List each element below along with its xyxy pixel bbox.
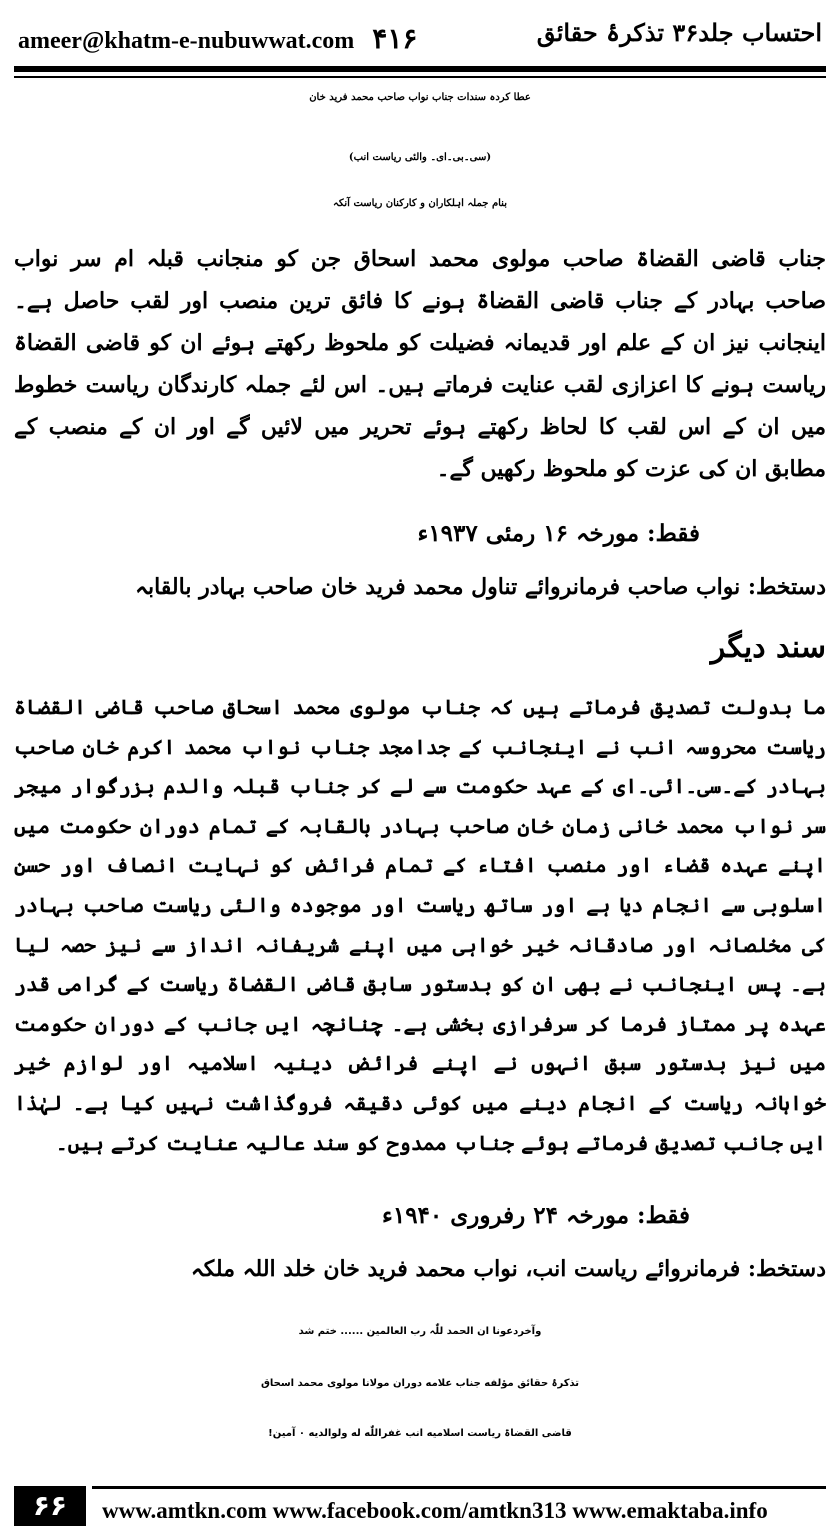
certificate-1-date: فقط: مورخہ ۱۶ رمئی ۱۹۳۷ء bbox=[417, 520, 700, 547]
header-rule bbox=[14, 66, 826, 72]
certificate-1-signature: دستخط: نواب صاحب فرمانروائے تناول محمد فرید خان صاحب بہادر بالقابہ bbox=[135, 574, 826, 600]
running-header-left bbox=[18, 22, 417, 56]
footer-rule bbox=[92, 1486, 826, 1489]
certificate-2-body: ما بدولت تصدیق فرماتے ہیں کہ جناب مولوی محمد اسحاق صاحب قاضی القضاۃ ریاست محروسہ انب نے اینجانب کے جدامجد جناب نواب محمد اکرم خان صاحب بہادر کے۔سی۔ائی۔ای کے عہد حکومت سے لے کر جناب قبلہ والدم بزرگوار میجر سر نواب محمد خانی زمان خان صاحب بہادر بالقابہ کے تمام دوران حکومت میں اپنے عہدہ قضاء اور منصب افتاء کے تمام فرائض کو نہایت انصاف اور حسن اسلوبی سے انجام دیا ہے اور ساتھ ریاست اور موجودہ والئی ریاست صاحب بہادر کی مخلصانہ اور صادقانہ خیر خواہی میں اپنے شریفانہ انداز سے نیز حصہ لیا ہے۔ پس اینجانب نے بھی ان کو بدستور سابق قاضی القضاۃ ریاست کے گرامی قدر عہدہ پر ممتاز فرما کر سرفرازی بخشی ہے۔ چنانچہ ایں جانب کے دوران حکومت میں نیز بدستور سبق انہوں نے اپنے فرائض دینیہ اسلامیہ اور لوازم خیر خواہانہ ریاست کے انجام دینے میں کوئی دقیقہ فروگذاشت نہیں کیا ہے۔ لہٰذا ایں جانب تصدیق فرماتے ہوئے جناب ممدوح کو سند عالیہ عنایت کرتے ہیں۔ bbox=[14, 695, 826, 1155]
footer-links: www.amtkn.com www.facebook.com/amtkn313 www.emaktaba.info bbox=[102, 1498, 768, 1523]
addressee-line: بنام جملہ اہلکاران و کارکنان ریاست آنکہ bbox=[333, 198, 507, 209]
certificate-2-heading: سند دیگر bbox=[710, 630, 826, 665]
header-page-number: ۴۱۶ bbox=[372, 24, 418, 55]
document-title: عطا کردہ سندات جناب نواب صاحب محمد فرید خان bbox=[309, 92, 531, 103]
footer-page-number: ۶۶ bbox=[14, 1486, 86, 1526]
header-email: ameer@khatm-e-nubuwwat.com bbox=[18, 28, 355, 54]
closing-line-1: وآخردعونا ان الحمد للّٰہ رب العالمین ...... ختم شد bbox=[298, 1326, 542, 1337]
document-subtitle: (سی۔بی۔ای۔ والئی ریاست انب) bbox=[348, 152, 492, 163]
certificate-1-body: جناب قاضی القضاۃ صاحب مولوی محمد اسحاق جن کو منجانب قبلہ ام سر نواب صاحب بہادر کے جناب قاضی القضاۃ ہونے کا فائق ترین منصب اور لقب حاصل ہے۔ اینجانب نیز ان کے علم اور قدیمانہ فضیلت کو ملحوظ رکھتے ہوئے ان کو قاضی القضاۃ ریاست ہونے کا اعزازی لقب عنایت فرماتے ہیں۔ اس لئے جملہ کارندگان ریاست خطوط میں ان کے اس لقب کا لحاظ رکھتے ہوئے تحریر میں لائیں گے اور ان کے منصب کے مطابق ان کی عزت کو ملحوظ رکھیں گے۔ bbox=[14, 246, 826, 482]
closing-line-2: تذکرۂ حقائق مؤلفه جناب علامه دوران مولانا مولوی محمد اسحاق bbox=[260, 1378, 580, 1389]
certificate-2-signature: دستخط: فرمانروائے ریاست انب، نواب محمد فرید خان خلد اللہ ملکہ bbox=[190, 1256, 826, 1282]
header-book-title: احتساب جلد۳۶ تذکرۂ حقائق bbox=[536, 18, 822, 47]
header-rule-thin bbox=[14, 76, 826, 78]
closing-line-3: قاضی القضاۃ ریاست اسلامیه انب غفراللّٰه له ولوالدیه ۰ آمین! bbox=[268, 1428, 572, 1439]
certificate-2-date: فقط: مورخہ ۲۴ رفروری ۱۹۴۰ء bbox=[382, 1202, 690, 1229]
